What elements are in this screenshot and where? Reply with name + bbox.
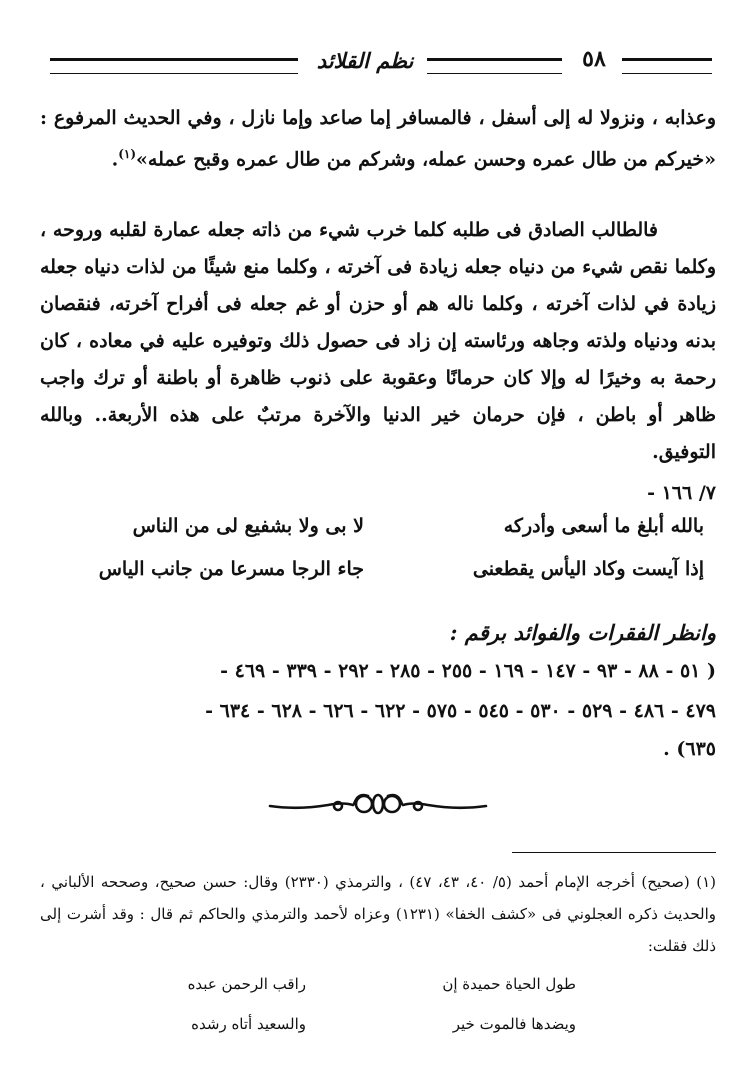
references-heading: وانظر الفقرات والفوائد برقم :	[449, 620, 716, 645]
footnote-verse-first-hemistich: ويضدها فالموت خير	[452, 1015, 576, 1033]
references-line: ٤٧٩ - ٤٨٦ - ٥٢٩ - ٥٣٠ - ٥٤٥ - ٥٧٥ - ٦٢٢ - ٦٢٦ - ٦٢٨ - ٦٣٤ -	[205, 700, 716, 722]
footnote-marker: (١)	[118, 147, 137, 161]
verse-line	[40, 558, 716, 592]
footnote-verse-second-hemistich: راقب الرحمن عبده	[187, 975, 306, 993]
footnote-verse-line	[40, 1015, 716, 1045]
header-rule-left	[50, 58, 298, 74]
body-paragraph-1	[40, 100, 716, 177]
paragraph-1-text: وعذابه ، ونزولا له إلى أسفل ، فالمسافر إما صاعد وإما نازل ، وفي الحديث المرفوع : «خيركم من طال عمره وحسن عمله، وشركم من طال عمره وقبح عمله»	[40, 107, 716, 171]
header-rule-right	[622, 58, 712, 74]
verse-second-hemistich: لا بى ولا بشفيع لى من الناس	[132, 515, 364, 537]
running-title: نظم القلائد	[316, 48, 414, 73]
references-line: ٦٣٥) .	[663, 738, 716, 760]
paragraph-1-end: .	[111, 148, 119, 171]
verse-line	[40, 515, 716, 549]
verse-first-hemistich: إذا آيست وكاد اليأس يقطعنى	[472, 558, 704, 580]
section-ornament-icon	[268, 784, 488, 824]
references-line: ( ٥١ - ٨٨ - ٩٣ - ١٤٧ - ١٦٩ - ٢٥٥ - ٢٨٥ - ٢٩٢ - ٣٣٩ - ٤٦٩ -	[220, 660, 716, 682]
footnote-text: (١) (صحيح) أخرجه الإمام أحمد (٥/ ٤٠، ٤٣، ٤٧) ، والترمذي (٢٣٣٠) وقال: حسن صحيح، وصححه الألباني ، والحديث ذكره العجلوني فى «كشف الخفا» (١٢٣١) وعزاه لأحمد والترمذي والحاكم ثم قال : وقد أشرت إلى ذلك فقلت:	[40, 873, 717, 955]
verse-second-hemistich: جاء الرجا مسرعا من جانب الياس	[98, 558, 364, 580]
body-paragraph-2: فالطالب الصادق فى طلبه كلما خرب شيء من ذاته جعله عمارة لقلبه وروحه ، وكلما نقص شيء من دنياه جعله زيادة فى آخرته ، وكلما منع شيئًا من لذات دنياه جعله زيادة في لذات آخرته ، وكلما ناله هم أو حزن أو غم جعله فى أفراح آخرته، فنقصان بدنه ودنياه ولذته وجاهه ورئاسته إن زاد فى حصول ذلك وتوفيره عليه في معاده ، كان رحمة به وخيرًا له وإلا كان حرمانًا وعقوبة على ذنوب ظاهرة أو باطنة أو ترك واجب ظاهر أو باطن ، فإن حرمان خير الدنيا والآخرة مرتبٌ على هذه الأربعة.. وبالله التوفيق.	[40, 219, 716, 463]
footnote-verse-line	[40, 975, 716, 1005]
footnote-verse-second-hemistich: والسعيد أتاه رشده	[191, 1015, 306, 1033]
verse-first-hemistich: بالله أبلغ ما أسعى وأدركه	[503, 515, 704, 537]
entry-number: ٧/ ١٦٦ -	[647, 482, 716, 504]
footnote-separator	[512, 852, 716, 853]
page-number: ٥٨	[582, 46, 606, 72]
page-header	[42, 46, 712, 90]
footnote-verse-first-hemistich: طول الحياة حميدة إن	[442, 975, 576, 993]
header-rule-middle	[427, 58, 562, 74]
